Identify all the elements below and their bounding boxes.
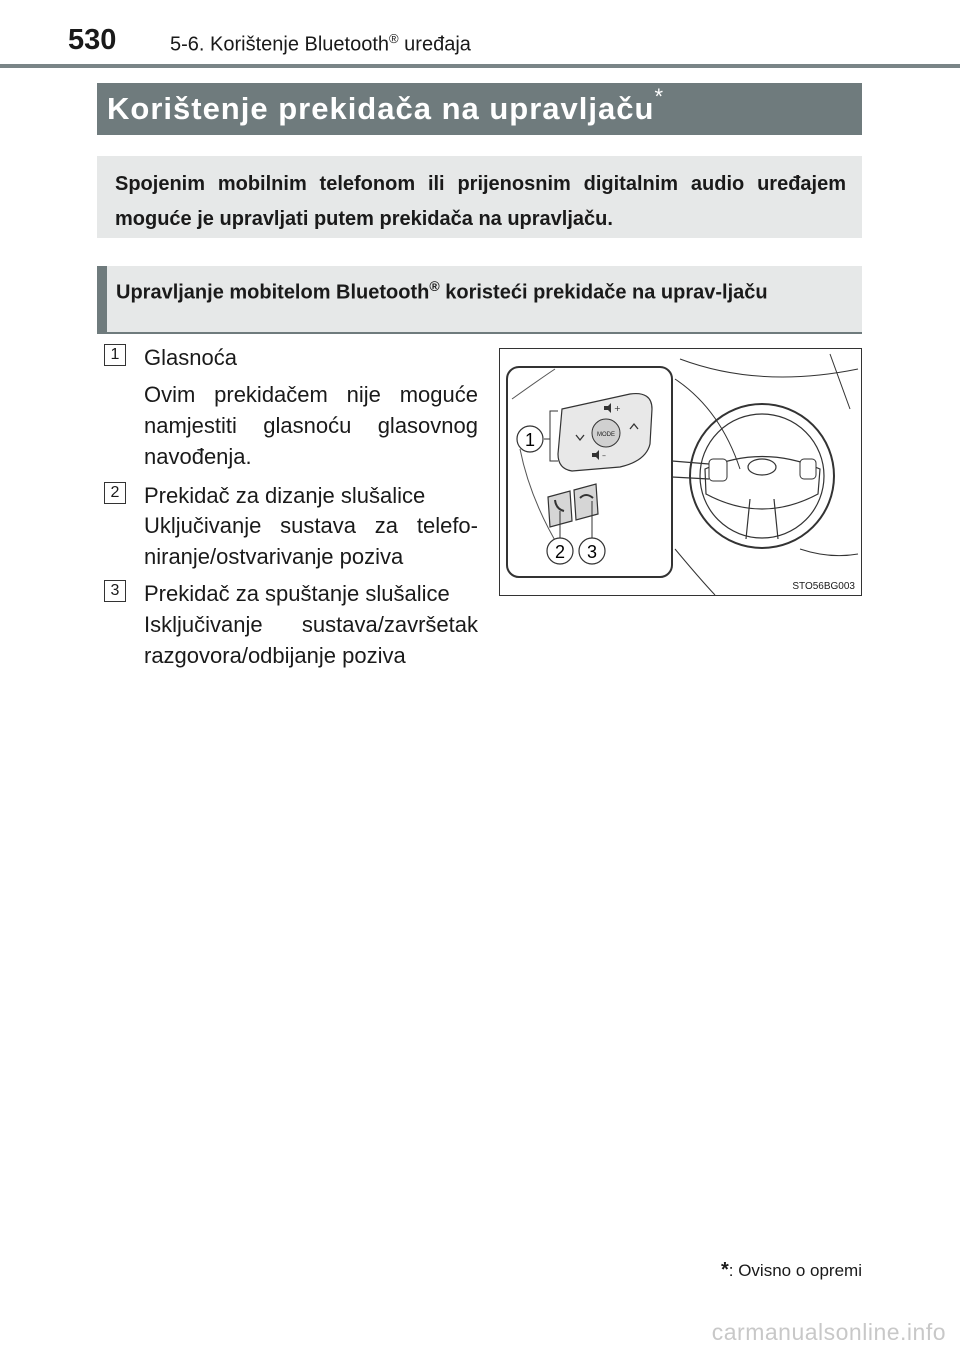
watermark: carmanualsonline.info bbox=[711, 1319, 946, 1345]
item-number-1: 1 bbox=[104, 344, 126, 366]
page-number: 530 bbox=[68, 24, 117, 56]
subsection-heading bbox=[97, 266, 862, 334]
equipment-asterisk: * bbox=[654, 84, 664, 109]
section-title: 5-6. Korištenje Bluetooth bbox=[170, 33, 390, 56]
subsection-text-b: koristeći prekidače na uprav-ljaču bbox=[439, 281, 768, 304]
svg-text:3: 3 bbox=[586, 542, 598, 562]
item-number-3: 3 bbox=[104, 580, 126, 602]
subsection-text-a: Upravljanje mobitelom Bluetooth bbox=[116, 281, 430, 304]
svg-text:–: – bbox=[602, 451, 606, 460]
item-title-3: Prekidač za spuštanje slušalice bbox=[144, 581, 450, 606]
subsection-registered-mark: ® bbox=[429, 278, 440, 294]
steering-switch-illustration bbox=[500, 349, 860, 595]
intro-box: Spojenim mobilnim telefonom ili prijenosnim digitalnim audio uređajem moguće je upravljati putem prekidača na upravljaču. bbox=[97, 156, 862, 238]
item-number-2: 2 bbox=[104, 482, 126, 504]
footnote-text: : Ovisno o opremi bbox=[728, 1261, 862, 1280]
item-desc-2: Uključivanje sustava za telefo-niranje/ostvarivanje poziva bbox=[144, 513, 478, 569]
figure-code: STO56BG003 bbox=[792, 581, 855, 592]
registered-mark: ® bbox=[389, 31, 399, 46]
callout-3 bbox=[579, 538, 605, 564]
item-desc-3: Isključivanje sustava/završetak razgovora/odbijanje poziva bbox=[144, 612, 478, 668]
section-header bbox=[170, 31, 471, 57]
header-rule bbox=[0, 64, 960, 68]
mode-button-label: MODE bbox=[597, 432, 615, 438]
svg-text:+: + bbox=[614, 404, 621, 413]
item-desc-1: Ovim prekidačem nije moguće namjestiti glasnoću glasovnog navođenja. bbox=[144, 382, 478, 469]
section-title-suffix: uređaja bbox=[398, 33, 471, 56]
svg-text:1: 1 bbox=[524, 430, 536, 450]
page-title: Korištenje prekidača na upravljaču bbox=[107, 91, 655, 126]
svg-text:2: 2 bbox=[554, 542, 566, 562]
item-title-1: Glasnoća bbox=[144, 345, 237, 370]
item-title-2: Prekidač za dizanje slušalice bbox=[144, 483, 426, 508]
callout-1 bbox=[517, 426, 543, 452]
page-title-bar bbox=[97, 83, 862, 135]
footnote bbox=[721, 1259, 862, 1282]
footnote-asterisk: * bbox=[720, 1259, 729, 1281]
steering-wheel bbox=[690, 404, 834, 548]
callout-2 bbox=[547, 538, 573, 564]
steering-switch-figure bbox=[499, 348, 862, 596]
